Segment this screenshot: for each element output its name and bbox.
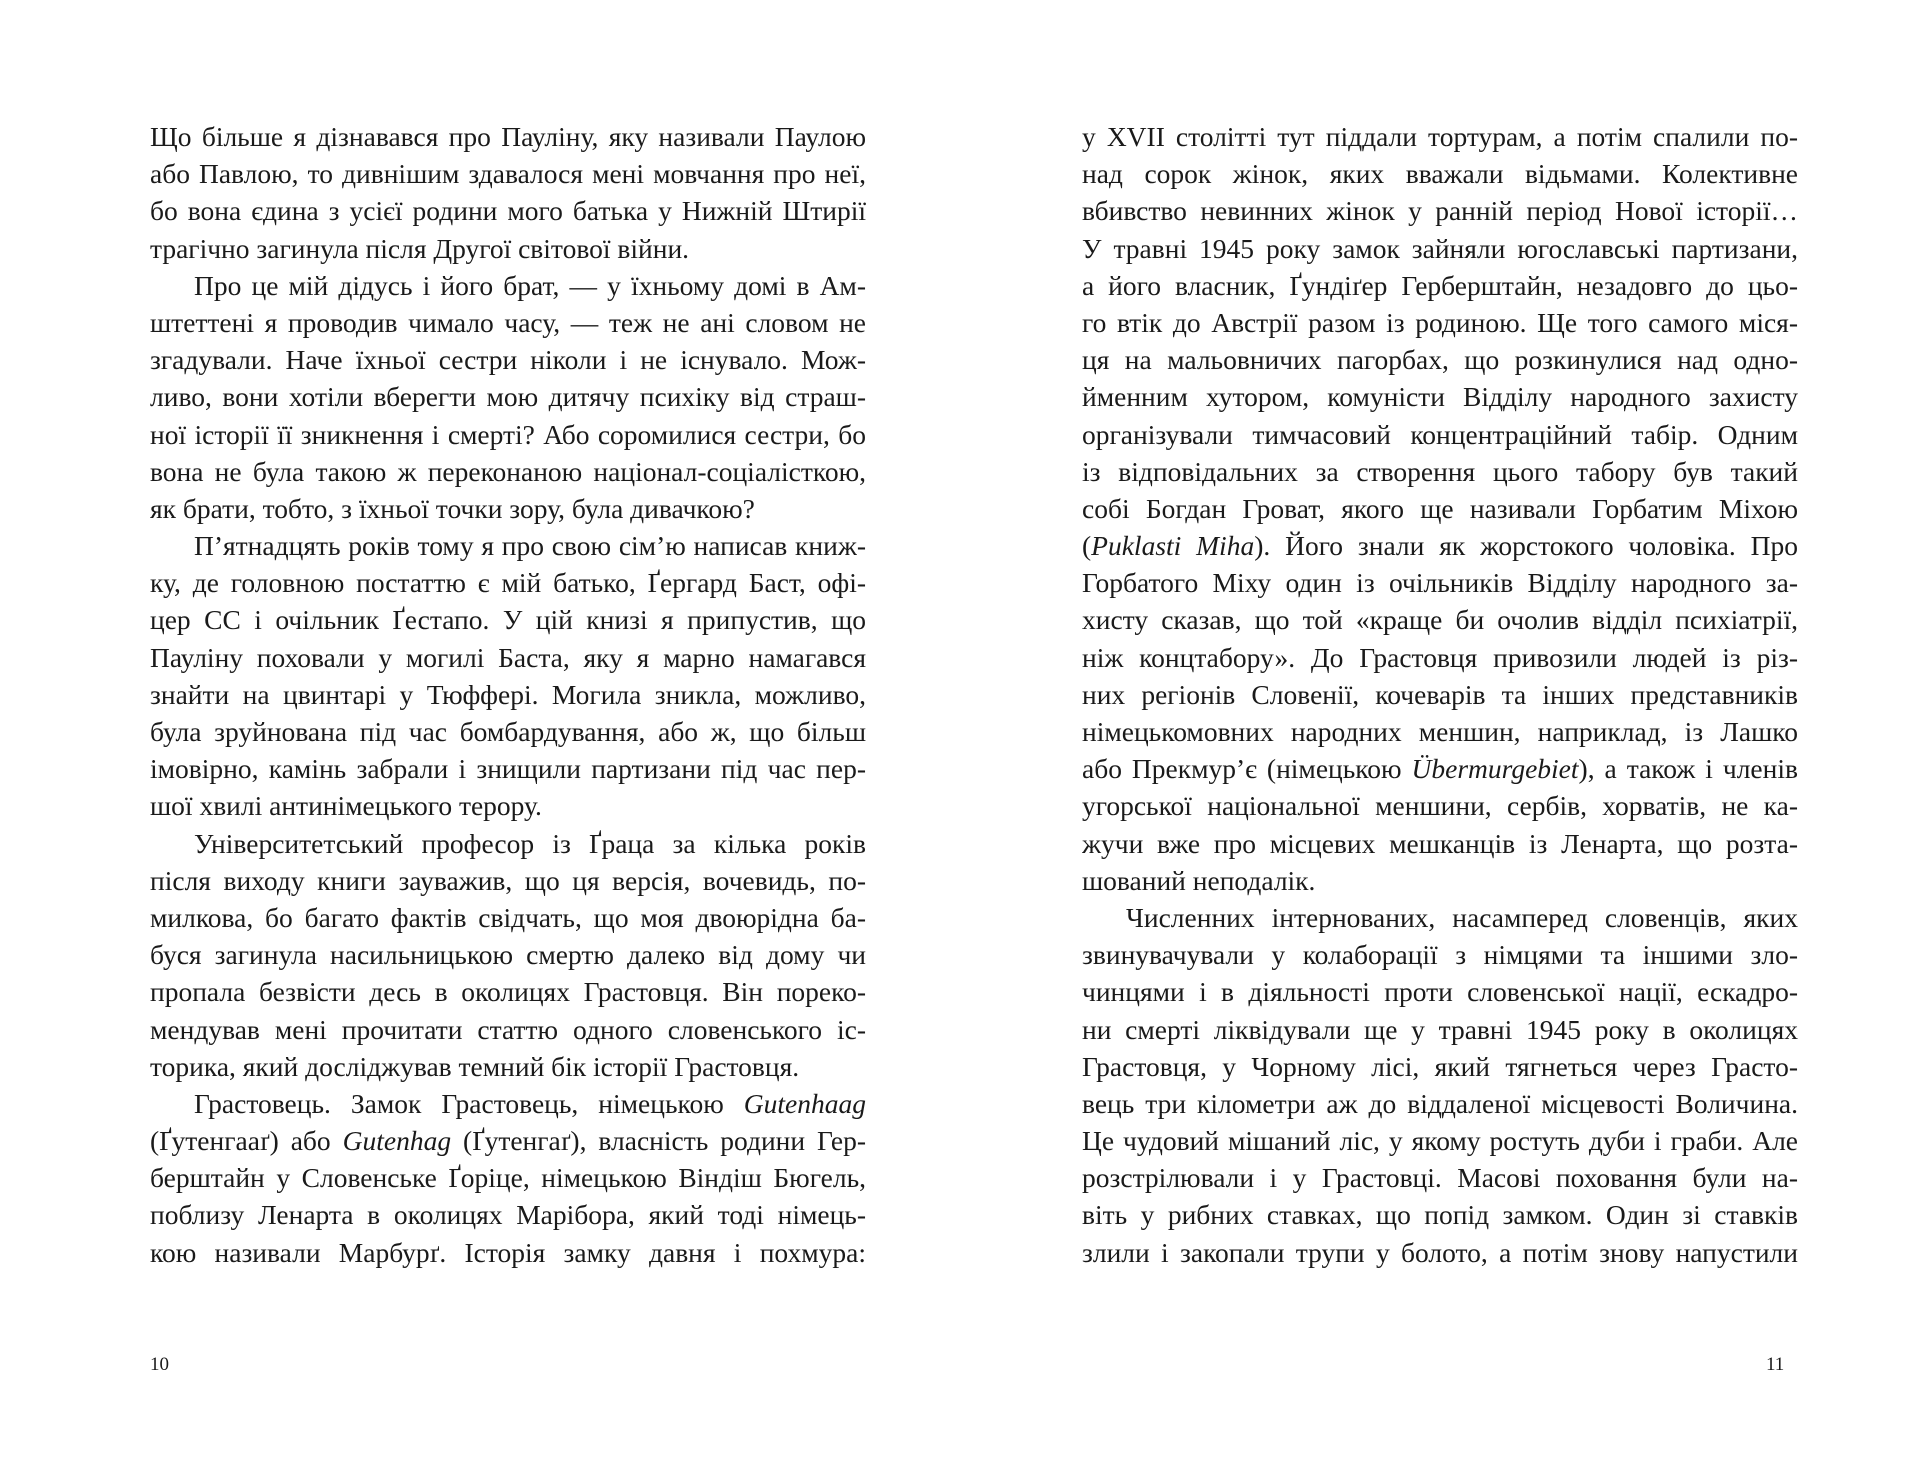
text-line: ку, де головною постаттю є мій батько, Ґергард Баст, офі- <box>150 567 866 599</box>
text-line: віть у рибних ставках, що попід замком. Один зі ставків <box>1082 1199 1798 1231</box>
text-line: У травні 1945 року замок зайняли югославські партизани, <box>1082 232 1798 264</box>
text-line: жучи вже про місцевих мешканців із Ленарта, що розта- <box>1082 827 1798 859</box>
text-line: над сорок жінок, яких вважали відьмами. Колективне <box>1082 158 1798 190</box>
text-line: злили і закопали трупи у болото, а потім знову напустили <box>1082 1236 1798 1268</box>
italic-term: Übermurgebiet <box>1411 753 1579 785</box>
text-line: була зруйнована під час бомбардування, або ж, що більш <box>150 716 866 747</box>
page-number-right: 11 <box>1766 1354 1785 1375</box>
text-line <box>1082 527 1798 564</box>
right-page-text <box>1082 118 1798 1271</box>
text-line: чинцями і в діяльності проти словенської нації, ескадро- <box>1082 976 1798 1008</box>
text-line: Грастовця, у Чорному лісі, який тягнеться через Грасто- <box>1082 1050 1798 1082</box>
text-line: вона не була такою ж переконаною націонал-соціалісткою, <box>150 455 866 487</box>
text-line: Про це мій дідусь і його брат, — у їхньому домі в Ам- <box>194 269 866 301</box>
text-line: го втік до Австрії разом із родиною. Ще того самого міся- <box>1082 306 1798 338</box>
text-line: Що більше я дізнавався про Пауліну, яку називали Паулою <box>150 121 866 152</box>
text-line: у XVII столітті тут піддали тортурам, а потім спалили по- <box>1082 121 1798 152</box>
text-line: організували тимчасовий концентраційний табір. Одним <box>1082 418 1798 450</box>
text-line: мендував мені прочитати статтю одного словенського іс- <box>150 1013 866 1045</box>
text-line: німецькомовних народних меншин, наприклад, із Лашко <box>1082 716 1798 747</box>
text-line: Університетський професор із Ґраца за кілька років <box>194 827 866 859</box>
text-line: або Павлою, то дивнішим здавалося мені мовчання про неї, <box>150 158 866 190</box>
text-line: розстрілювали і у Грастовці. Масові поховання були на- <box>1082 1162 1798 1194</box>
text-fragment: ). Його знали як жорстокого чоловіка. Про <box>1254 530 1798 562</box>
text-line: кою називали Марбурґ. Історія замку давня і похмура: <box>150 1236 866 1268</box>
text-line: знайти на цвинтарі у Тюффері. Могила зникла, можливо, <box>150 678 866 710</box>
text-line: них регіонів Словенії, кочеварів та інших представників <box>1082 678 1798 710</box>
text-line: милкова, бо багато фактів свідчать, що моя двоюрідна ба- <box>150 901 866 933</box>
text-line: вбивство невинних жінок у ранній період Нової історії… <box>1082 195 1798 227</box>
text-line: ця на мальовничих пагорбах, що розкинулися над одно- <box>1082 344 1798 376</box>
italic-term: Gutenhag <box>342 1125 452 1157</box>
text-line: цер СС і очільник Ґестапо. У цій книзі я припустив, що <box>150 604 866 636</box>
text-line: Горбатого Міху один із очільників Відділу народного за- <box>1082 567 1798 599</box>
text-fragment: ( <box>1082 530 1092 562</box>
text-line: П’ятнадцять років тому я про свою сім’ю написав книж- <box>194 530 866 562</box>
text-line: згадували. Наче їхньої сестри ніколи і не існувало. Мож- <box>150 344 866 376</box>
text-line: Пауліну поховали у могилі Баста, яку я марно намагався <box>150 641 866 673</box>
text-line: ної історії її зникнення і смерті? Або соромилися сестри, бо <box>150 418 866 450</box>
text-line: ни смерті ліквідували ще у травні 1945 року в околицях <box>1082 1013 1798 1045</box>
text-line: Це чудовий мішаний ліс, у якому ростуть дуби і граби. Але <box>1082 1125 1798 1157</box>
text-line: берштайн у Словенське Ґоріце, німецькою Віндіш Бюгель, <box>150 1162 866 1194</box>
text-line: із відповідальних за створення цього табору був такий <box>1082 455 1798 487</box>
text-line: бо вона єдина з усієї родини мого батька у Нижній Штирії <box>150 195 866 227</box>
text-line: а його власник, Ґундіґер Герберштайн, незадовго до цьо- <box>1082 269 1798 301</box>
text-fragment: (Ґутенгааґ) або <box>150 1125 343 1157</box>
left-page-text <box>150 118 866 1271</box>
text-line: шої хвилі антинімецького терору. <box>150 790 542 822</box>
text-line <box>150 1122 866 1159</box>
text-line: вець три кілометри аж до віддаленої місцевості Воличина. <box>1082 1087 1798 1119</box>
text-fragment: Грастовець. Замок Грастовець, німецькою <box>194 1087 744 1119</box>
text-line: звинувачували у колаборації з німцями та іншими зло- <box>1082 939 1798 971</box>
text-line: Численних інтернованих, насамперед словенців, яких <box>1126 901 1798 933</box>
text-line: після виходу книги зауважив, що ця версія, вочевидь, по- <box>150 864 866 896</box>
text-line: імовірно, камінь забрали і знищили партизани під час пер- <box>150 753 866 785</box>
text-line: собі Богдан Гроват, якого ще називали Горбатим Міхою <box>1082 492 1798 524</box>
text-line: угорської національної меншини, сербів, хорватів, не ка- <box>1082 790 1798 822</box>
text-fragment: або Прекмур’є (німецькою <box>1082 753 1412 785</box>
text-line: як брати, тобто, з їхньої точки зору, була дивачкою? <box>150 492 755 524</box>
text-line <box>150 1085 866 1122</box>
page-number-left: 10 <box>150 1354 169 1375</box>
text-line: торика, який досліджував темний бік історії Грастовця. <box>150 1050 800 1082</box>
text-line: пропала безвісти десь в околицях Грастовця. Він пореко- <box>150 976 866 1008</box>
italic-term: Gutenhaag <box>743 1087 866 1119</box>
text-line: ливо, вони хотіли вберегти мою дитячу психіку від страш- <box>150 381 866 413</box>
text-line: поблизу Ленарта в околицях Марібора, який тоді німець- <box>150 1199 866 1231</box>
text-line: буся загинула насильницькою смертю далеко від дому чи <box>150 939 866 971</box>
text-line: ніж концтабору». До Грастовця привозили людей із різ- <box>1082 641 1798 673</box>
text-fragment: (Ґутенгаґ), власність родини Гер- <box>451 1125 866 1157</box>
text-line <box>1082 750 1798 787</box>
text-line: штеттені я проводив чимало часу, — теж не ані словом не <box>150 306 866 338</box>
text-line: трагічно загинула після Другої світової війни. <box>150 232 690 264</box>
text-line: хисту сказав, що той «краще би очолив відділ психіатрії, <box>1082 604 1798 636</box>
text-fragment: ), а також і членів <box>1578 753 1798 785</box>
italic-term: Puklasti Miha <box>1091 530 1255 562</box>
text-line: йменним хутором, комуністи Відділу народного захисту <box>1082 381 1798 413</box>
text-line: шований неподалік. <box>1082 864 1316 896</box>
